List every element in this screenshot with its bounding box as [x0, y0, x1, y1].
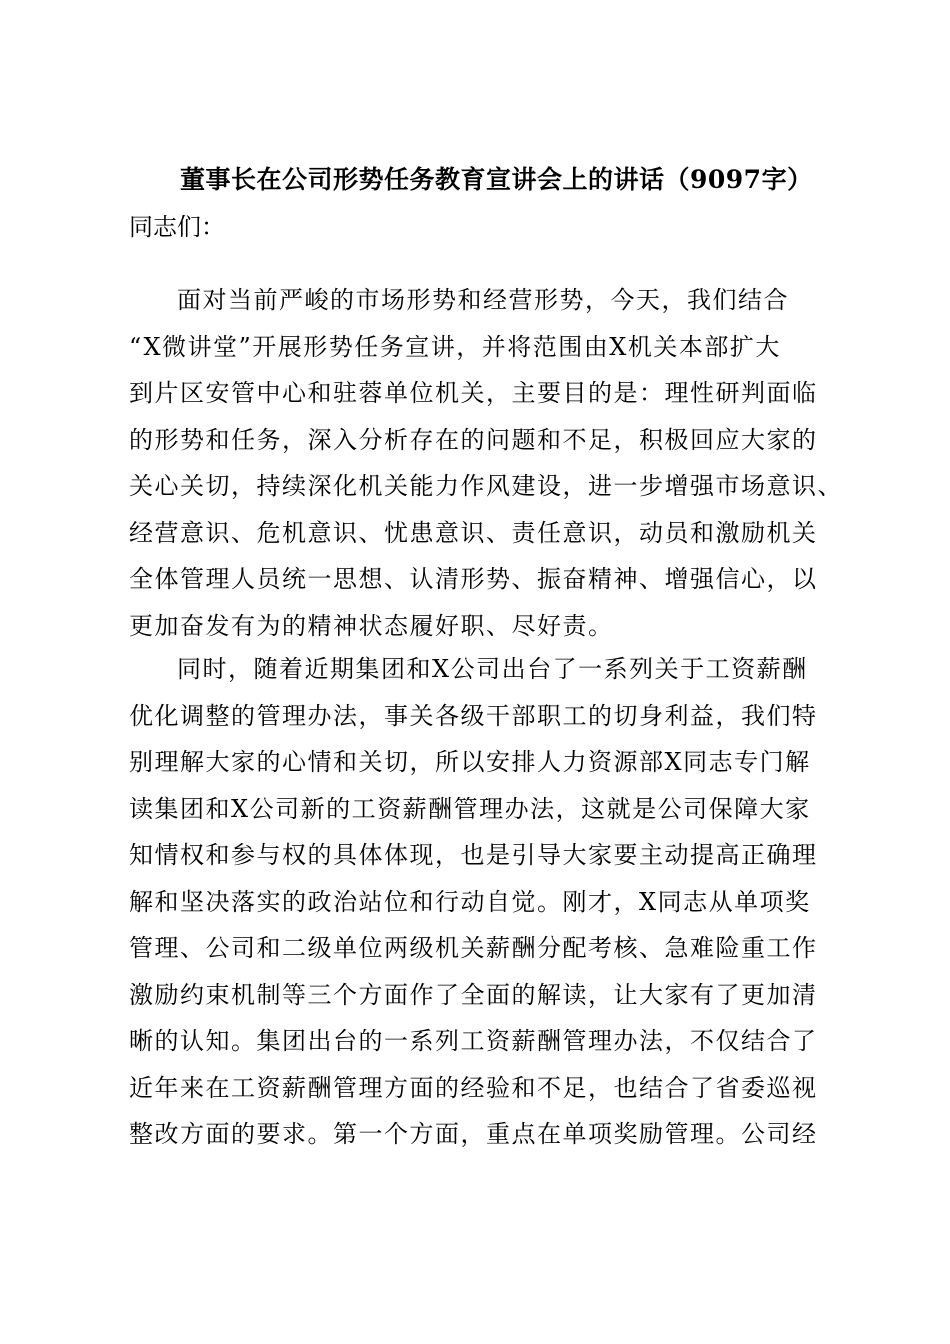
document-title: 董事长在公司形势任务教育宣讲会上的讲话（9097字）: [180, 165, 813, 194]
paragraph-line: 激励约束机制等三个方面作了全面的解读，让大家有了更加清: [129, 980, 818, 1009]
paragraph-line: 读集团和X公司新的工资薪酬管理办法，这就是公司保障大家: [129, 794, 811, 823]
paragraph-line: 到片区安管中心和驻蓉单位机关，主要目的是：理性研判面临: [129, 379, 818, 407]
paragraph-line: 的形势和任务，深入分析存在的问题和不足，积极回应大家的: [129, 425, 818, 454]
paragraph-line: 知情权和参与权的具体体现，也是引导大家要主动提高正确理: [129, 841, 818, 869]
paragraph-line: 管理、公司和二级单位两级机关薪酬分配考核、急难险重工作: [129, 934, 818, 962]
paragraph-2: [129, 646, 849, 1158]
paragraph-1: [129, 277, 849, 649]
paragraph-line: 晰的认知。集团出台的一系列工资薪酬管理办法，不仅结合了: [129, 1027, 818, 1055]
paragraph-line: 同时，随着近期集团和X公司出台了一系列关于工资薪酬: [177, 655, 808, 683]
paragraph-line: 经营意识、危机意识、忧患意识、责任意识，动员和激励机关: [129, 518, 818, 547]
paragraph-line: 优化调整的管理办法，事关各级干部职工的切身利益，我们特: [129, 701, 818, 730]
paragraph-line: 近年来在工资薪酬管理方面的经验和不足，也结合了省委巡视: [129, 1073, 818, 1102]
paragraph-line: 整改方面的要求。第一个方面，重点在单项奖励管理。公司经: [129, 1120, 818, 1148]
salutation: 同志们：: [129, 213, 225, 241]
paragraph-line: 更加奋发有为的精神状态履好职、尽好责。: [129, 611, 614, 640]
paragraph-line: “X微讲堂”开展形势任务宣讲，并将范围由X机关本部扩大: [129, 332, 781, 361]
paragraph-line: 全体管理人员统一思想、认清形势、振奋精神、增强信心，以: [129, 565, 818, 593]
paragraph-line: 解和坚决落实的政治站位和行动自觉。刚才，X同志从单项奖: [129, 887, 811, 916]
paragraph-line: 关心关切，持续深化机关能力作风建设，进一步增强市场意识、: [129, 472, 843, 500]
paragraph-line: 别理解大家的心情和关切，所以安排人力资源部X同志专门解: [129, 748, 811, 776]
paragraph-line: 面对当前严峻的市场形势和经营形势，今天，我们结合: [177, 286, 789, 314]
